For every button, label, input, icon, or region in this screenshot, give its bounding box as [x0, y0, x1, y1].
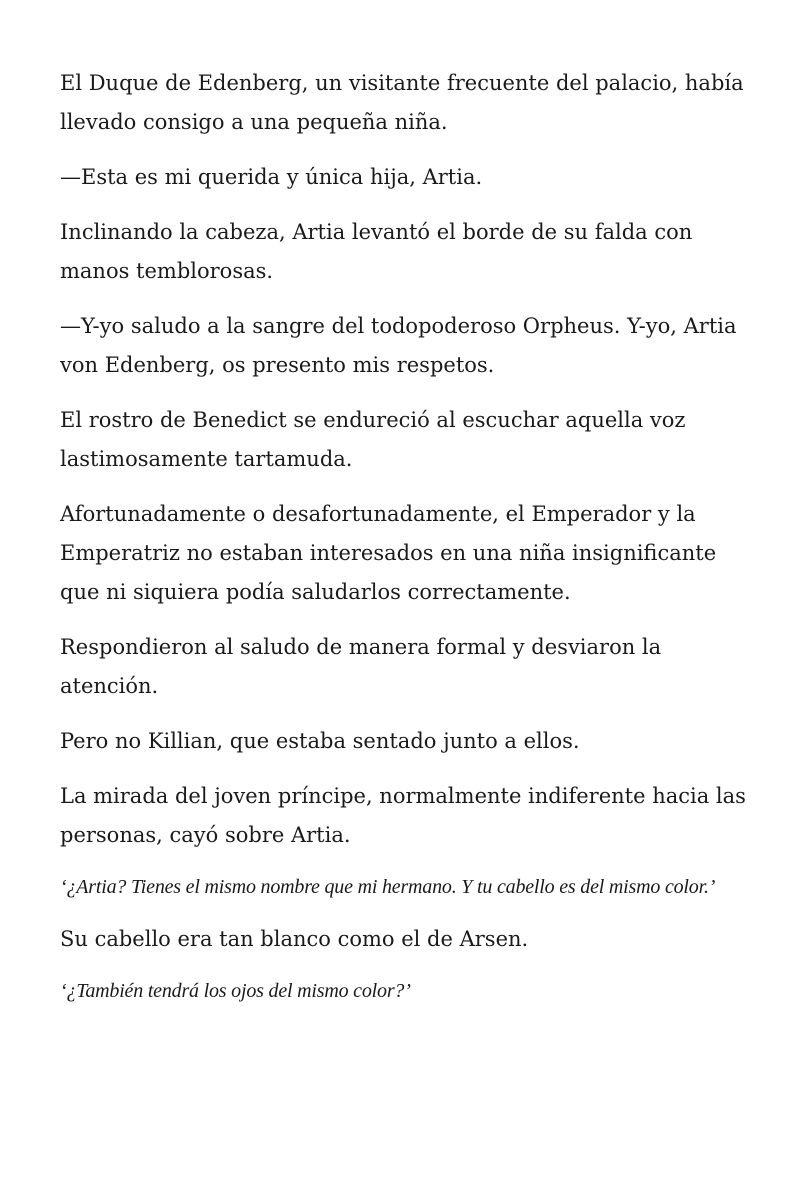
- paragraph-artia-bow: Inclinando la cabeza, Artia levantó el borde de su falda con manos temblorosas.: [60, 220, 693, 283]
- paragraph-emperor-disinterest: Afortunadamente o desafortunadamente, el Emperador y la Emperatriz no estaban interesados en una niña insignificante que ni siquiera podía saludarlos correctamente.: [60, 502, 717, 604]
- paragraph-artia-greeting: —Y-yo saludo a la sangre del todopoderoso Orpheus. Y-yo, Artia von Edenberg, os presento mis respetos.: [60, 314, 737, 377]
- paragraph-duke-dialogue: —Esta es mi querida y única hija, Artia.: [60, 165, 483, 189]
- thought-same-name: ‘¿Artia? Tienes el mismo nombre que mi hermano. Y tu cabello es del mismo color.’: [60, 876, 716, 898]
- paragraph-prince-gaze: La mirada del joven príncipe, normalmente indiferente hacia las personas, cayó sobre Artia.: [60, 784, 746, 847]
- paragraph-duke-visitor: El Duque de Edenberg, un visitante frecuente del palacio, había llevado consigo a una pequeña niña.: [60, 71, 744, 134]
- paragraph-benedict-reaction: El rostro de Benedict se endureció al escuchar aquella voz lastimosamente tartamuda.: [60, 408, 686, 471]
- thought-same-eyes: ‘¿También tendrá los ojos del mismo color?’: [60, 980, 411, 1002]
- document-page: [60, 64, 750, 1024]
- paragraph-killian: Pero no Killian, que estaba sentado junto a ellos.: [60, 729, 580, 753]
- paragraph-white-hair: Su cabello era tan blanco como el de Arsen.: [60, 927, 529, 951]
- paragraph-formal-response: Respondieron al saludo de manera formal y desviaron la atención.: [60, 635, 662, 698]
